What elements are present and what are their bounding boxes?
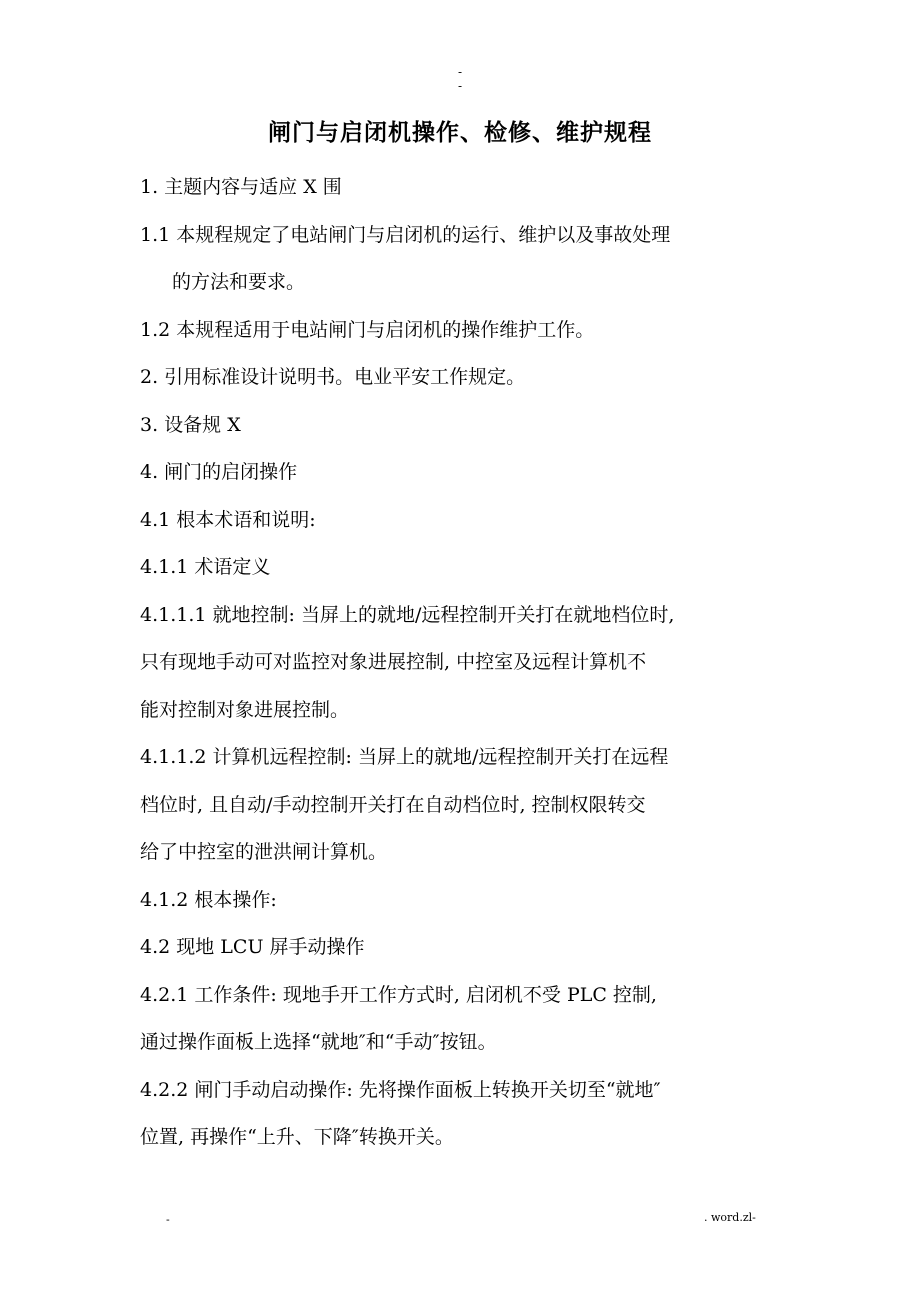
footer-right-text: . word.zl-	[704, 1211, 756, 1224]
section-4-1-heading: 4.1 根本术语和说明:	[140, 508, 316, 531]
paragraph-1-1: 1.1 本规程规定了电站闸门与启闭机的运行、维护以及事故处理	[140, 223, 671, 246]
section-1-heading: 1. 主题内容与适应 X 围	[140, 176, 342, 198]
header-mark-top: -	[457, 65, 463, 79]
paragraph-4-1-1-2-line-3: 给了中控室的泄洪闸计算机。	[140, 841, 388, 863]
section-4-1-1-heading: 4.1.1 术语定义	[140, 556, 271, 578]
section-4-1-2-heading: 4.1.2 根本操作:	[140, 888, 277, 911]
paragraph-4-2-2-line-2: 位置, 再操作“上升、下降″转换开关。	[140, 1126, 454, 1148]
paragraph-4-2-1-line-2: 通过操作面板上选择“就地″和“手动″按钮。	[140, 1031, 497, 1053]
paragraph-4-2-2: 4.2.2 闸门手动启动操作: 先将操作面板上转换开关切至“就地″	[140, 1078, 661, 1101]
footer-left-mark: -	[166, 1213, 170, 1226]
section-4-heading: 4. 闸门的启闭操作	[140, 461, 298, 483]
paragraph-4-1-1-2-line-2: 档位时, 且自动/手动控制开关打在自动档位时, 控制权限转交	[140, 793, 646, 816]
header-mark-bottom: -	[457, 79, 463, 93]
document-title: 闸门与启闭机操作、检修、维护规程	[268, 119, 652, 146]
paragraph-4-1-1-1-line-3: 能对控制对象进展控制。	[140, 698, 350, 721]
section-2-heading: 2. 引用标准设计说明书。电业平安工作规定。	[140, 366, 526, 388]
document-body	[140, 164, 800, 1162]
paragraph-4-1-1-1-line-2: 只有现地手动可对监控对象进展控制, 中控室及远程计算机不	[140, 651, 647, 673]
paragraph-1-2: 1.2 本规程适用于电站闸门与启闭机的操作维护工作。	[140, 318, 595, 341]
paragraph-4-1-1-2: 4.1.1.2 计算机远程控制: 当屏上的就地/远程控制开关打在远程	[140, 746, 669, 768]
paragraph-4-2-1: 4.2.1 工作条件: 现地手开工作方式时, 启闭机不受 PLC 控制,	[140, 983, 657, 1006]
section-3-heading: 3. 设备规 X	[140, 413, 241, 436]
paragraph-1-1-continued: 的方法和要求。	[172, 271, 306, 293]
paragraph-4-1-1-1: 4.1.1.1 就地控制: 当屏上的就地/远程控制开关打在就地档位时,	[140, 603, 675, 626]
section-4-2-heading: 4.2 现地 LCU 屏手动操作	[140, 936, 365, 958]
